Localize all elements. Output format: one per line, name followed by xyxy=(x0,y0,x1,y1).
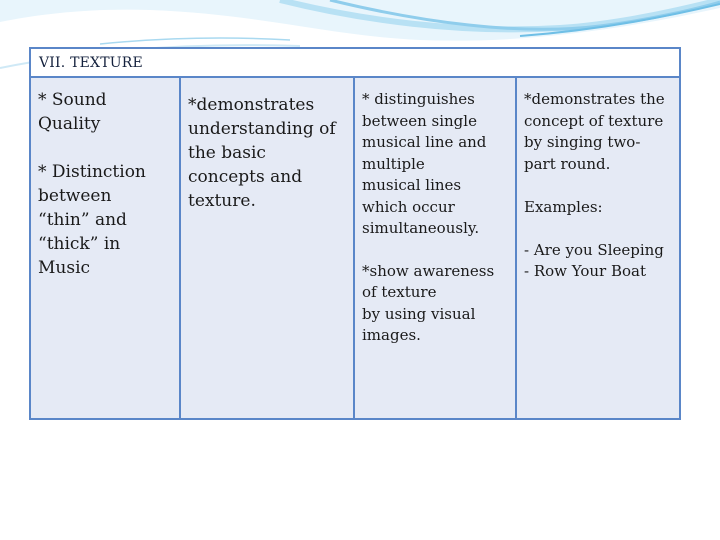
performance-demonstrates: *demonstrates the concept of texture by singing two- part round. xyxy=(524,90,665,173)
competency-distinguishes: * distinguishes between single musical line and multiple musical lines which occur simultaneously. xyxy=(362,90,487,237)
table-row xyxy=(30,77,680,419)
examples-label: Examples: xyxy=(524,198,603,216)
standard-text: *demonstrates understanding of the basic concepts and texture. xyxy=(188,95,336,211)
competency-cell xyxy=(354,77,516,419)
curriculum-table xyxy=(29,47,681,420)
table-header-row xyxy=(30,48,680,77)
header-cell xyxy=(30,48,680,77)
topic-distinction: * Distinction between “thin” and “thick” in Music xyxy=(38,162,146,278)
topic-sound-quality: * Sound Quality xyxy=(38,90,107,134)
performance-cell xyxy=(516,77,680,419)
standard-cell xyxy=(180,77,354,419)
examples-list: - Are you Sleeping - Row Your Boat xyxy=(524,240,664,280)
competency-awareness: *show awareness of texture by using visual images. xyxy=(362,261,495,344)
section-title: VII. TEXTURE xyxy=(39,55,143,71)
topic-cell xyxy=(30,77,180,419)
